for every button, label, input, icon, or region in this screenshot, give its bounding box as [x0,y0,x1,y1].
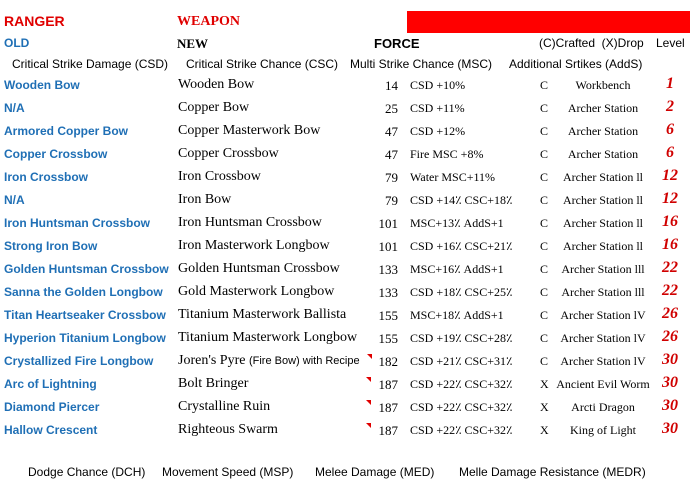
force-value: 155 [378,331,398,346]
source-type: C [540,124,549,138]
level-value: 12 [662,167,678,184]
level-value: 26 [662,328,678,345]
table-row [0,74,690,97]
force-value: 47 [385,124,398,139]
force-value: 14 [385,78,398,93]
level-value: 30 [662,420,678,437]
source-location: Workbench [575,78,631,92]
source-type: C [540,101,549,115]
source-location: Archer Station ll [563,216,643,230]
abbreviation-csd: Critical Strike Damage (CSD) [12,57,169,71]
level-value: 16 [662,236,678,253]
old-weapon-name: Copper Crossbow [4,147,108,161]
old-weapon-name: Titan Heartseaker Crossbow [4,308,166,322]
table-row [0,189,690,212]
old-weapon-name: Sanna the Golden Longbow [4,285,163,299]
old-weapon-name: Strong Iron Bow [4,239,98,253]
level-value: 1 [666,75,674,92]
old-weapon-name: N/A [4,101,25,115]
level-value: 16 [662,213,678,230]
source-location: Ancient Evil Worm [556,377,650,391]
old-weapon-name: Wooden Bow [4,78,80,92]
source-location: Archer Station lV [560,354,646,368]
footer-movement-speed: Movement Speed (MSP) [162,465,294,479]
new-weapon-name-text: Crystalline Ruin [178,399,271,414]
level-value: 6 [666,121,674,138]
stat-bonus: CSD +11% [410,101,465,115]
abbreviation-msc: Multi Strike Chance (MSC) [350,57,493,71]
source-location: Archer Station ll [563,170,643,184]
stat-bonus: CSD +22٪ CSC+32٪ [410,377,513,391]
table-row [0,235,690,258]
force-value: 25 [385,101,398,116]
level-value: 12 [662,190,678,207]
new-weapon-name-text: Joren's Pyre [178,353,249,368]
old-weapon-name: N/A [4,193,25,207]
new-weapon-name [178,399,270,415]
new-weapon-name-text: Titanium Masterwork Longbow [178,330,358,345]
abbreviation-adds: Additional Srtikes (AddS) [509,57,643,71]
source-type: C [540,354,549,368]
table-row [0,373,690,396]
new-weapon-name [178,284,334,300]
new-weapon-name-text: Gold Masterwork Longbow [178,284,335,299]
table-row [0,166,690,189]
source-location: Archer Station lll [561,262,645,276]
footer-melee-damage-resistance: Melle Damage Resistance (MEDR) [459,465,646,479]
table-row [0,327,690,350]
stat-bonus: CSD +10% [410,78,466,92]
source-location: Archer Station [567,124,639,138]
source-location: Archer Station [567,147,639,161]
stat-bonus: CSD +21٪ CSC+31٪ [410,354,513,368]
level-value: 30 [662,351,678,368]
table-row [0,212,690,235]
table-row [0,396,690,419]
new-weapon-note: (Fire Bow) with Recipe [248,355,360,367]
source-type: X [540,400,549,414]
stat-bonus: CSD +14٪ CSC+18٪ [410,193,513,207]
source-type: C [540,193,549,207]
new-weapon-name [178,376,248,392]
old-weapon-name: Golden Huntsman Crossbow [4,262,169,276]
stat-bonus: CSD +12% [410,124,466,138]
stat-bonus: CSD +22٪ CSC+32٪ [410,400,513,414]
source-type: C [540,147,549,161]
new-weapon-name-text: Iron Bow [178,192,232,207]
source-type: C [540,331,549,345]
table-row [0,419,690,442]
source-type: C [540,262,549,276]
level-value: 26 [662,305,678,322]
level-value: 2 [666,98,674,115]
new-weapon-name [178,422,278,438]
stat-bonus: CSD +18٪ CSC+25٪ [410,285,513,299]
source-location: Archer Station lV [560,331,646,345]
force-value: 182 [378,354,398,369]
force-value: 133 [378,285,398,300]
level-value: 22 [662,259,678,276]
new-weapon-name [178,330,357,346]
new-weapon-name-text: Copper Bow [178,100,250,115]
column-header-force: FORCE [374,36,420,51]
force-value: 79 [385,193,398,208]
source-type: C [540,78,549,92]
stat-bonus: MSC+16٪ AddS+1 [410,262,504,276]
force-value: 187 [378,400,398,415]
source-location: Archer Station lll [561,285,645,299]
force-value: 187 [378,377,398,392]
old-weapon-name: Armored Copper Bow [4,124,129,138]
column-header-new: NEW [177,36,209,51]
new-weapon-name [178,123,320,139]
source-type: X [540,423,549,437]
new-weapon-name [178,261,340,277]
weapon-table [0,74,690,442]
new-weapon-name [178,192,231,208]
section-title: WEAPON [177,14,240,29]
new-weapon-name-text: Iron Huntsman Crossbow [178,215,322,230]
new-weapon-name-text: Golden Huntsman Crossbow [178,261,340,276]
table-row [0,97,690,120]
column-header-level: Level [656,36,685,50]
new-weapon-name [178,146,279,162]
level-value: 30 [662,374,678,391]
table-row [0,350,690,373]
old-weapon-name: Iron Crossbow [4,170,89,184]
force-value: 101 [378,216,398,231]
stat-bonus: CSD +19٪ CSC+28٪ [410,331,513,345]
new-weapon-name [178,100,249,116]
stat-bonus: CSD +16٪ CSC+21٪ [410,239,513,253]
column-header-old: OLD [4,36,30,50]
table-row [0,143,690,166]
footer-melee-damage: Melee Damage (MED) [315,465,435,479]
old-weapon-name: Arc of Lightning [4,377,97,391]
source-location: Archer Station ll [563,193,643,207]
force-value: 47 [385,147,398,162]
abbreviation-csc: Critical Strike Chance (CSC) [186,57,339,71]
source-type: C [540,308,549,322]
new-weapon-name-text: Bolt Bringer [178,376,249,391]
stat-bonus: MSC+13٪ AddS+1 [410,216,504,230]
old-weapon-name: Diamond Piercer [4,400,100,414]
force-value: 79 [385,170,398,185]
stat-bonus: Fire MSC +8% [410,147,484,161]
level-value: 6 [666,144,674,161]
column-header-crafted-drop: (C)Crafted (X)Drop [539,36,644,50]
source-type: C [540,285,549,299]
source-type: C [540,216,549,230]
force-value: 101 [378,239,398,254]
old-weapon-name: Hallow Crescent [4,423,98,437]
source-location: Archer Station ll [563,239,643,253]
new-weapon-name [178,353,360,369]
new-weapon-name-text: Copper Crossbow [178,146,279,161]
source-location: King of Light [570,423,636,437]
class-title: RANGER [4,13,65,29]
source-type: C [540,170,549,184]
source-type: X [540,377,549,391]
source-type: C [540,239,549,253]
new-weapon-name-text: Titanium Masterwork Ballista [178,307,347,322]
table-row [0,258,690,281]
new-weapon-name [178,169,261,185]
table-row [0,120,690,143]
table-row [0,281,690,304]
new-weapon-name-text: Righteous Swarm [178,422,278,437]
force-value: 155 [378,308,398,323]
new-weapon-name [178,77,254,93]
source-location: Archer Station lV [560,308,646,322]
footer-dodge-chance: Dodge Chance (DCH) [28,465,146,479]
old-weapon-name: Iron Huntsman Crossbow [4,216,151,230]
source-location: Archer Station [567,101,639,115]
table-row [0,304,690,327]
new-weapon-name-text: Iron Crossbow [178,169,261,184]
new-weapon-name-text: Wooden Bow [178,77,255,92]
force-value: 187 [378,423,398,438]
source-location: Arcti Dragon [571,400,635,414]
stat-bonus: Water MSC+11% [410,170,496,184]
old-weapon-name: Hyperion Titanium Longbow [4,331,166,345]
old-weapon-name: Crystallized Fire Longbow [4,354,154,368]
level-value: 22 [662,282,678,299]
stat-bonus: CSD +22٪ CSC+32٪ [410,423,513,437]
new-weapon-name-text: Iron Masterwork Longbow [178,238,330,253]
new-weapon-name-text: Copper Masterwork Bow [178,123,321,138]
level-value: 30 [662,397,678,414]
highlight-bar [407,11,690,33]
force-value: 133 [378,262,398,277]
stat-bonus: MSC+18٪ AddS+1 [410,308,504,322]
new-weapon-name [178,215,322,231]
new-weapon-name [178,238,330,254]
new-weapon-name [178,307,346,323]
